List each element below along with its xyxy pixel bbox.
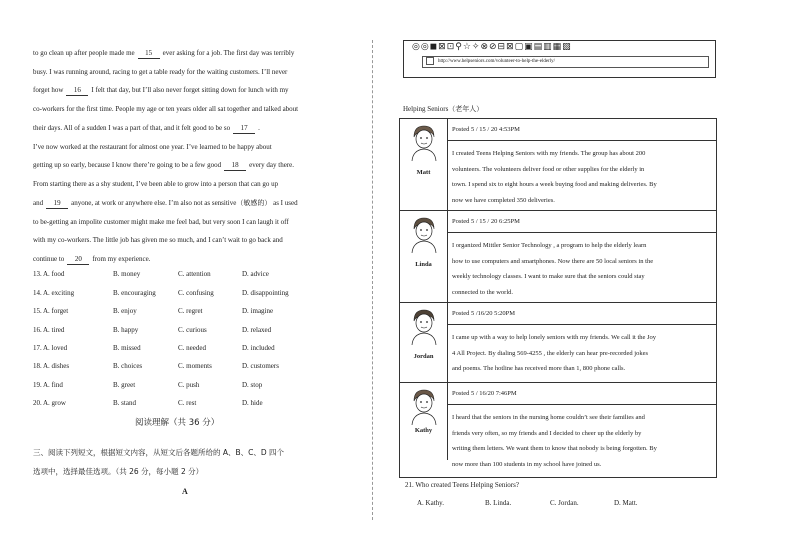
passage-text-segment: co-workers for the first time. People my age or ten years older all sat together and talked about <box>33 105 299 113</box>
avatar-icon <box>408 215 440 253</box>
q21-option-b: B. Linda. <box>485 499 512 507</box>
poster-name: Kathy <box>414 427 433 434</box>
option-row <box>33 326 339 335</box>
post-text-line: writing them letters. We want them to know that nobody is being forgotten. By <box>452 445 657 452</box>
passage-text-segment: anyone, at work or anywhere else. I’m also not as sensitive（敏感的） as I used <box>71 199 298 207</box>
reading-heading: 阅读理解（共 36 分） <box>135 418 220 428</box>
post-text-line: friends very often, so my friends and I decided to cheer up the elderly by <box>452 429 642 437</box>
post-text-line: I organized Mittler Senior Technology , a program to help the elderly learn <box>452 242 647 249</box>
option-row <box>33 307 339 316</box>
option-a: A. grow <box>43 399 66 407</box>
posted-header <box>447 119 716 141</box>
post-text-line: now we have completed 350 deliveries. <box>452 196 555 204</box>
posted-timestamp: Posted 5 / 15 / 20 6:25PM <box>452 218 520 225</box>
question-21: 21. Who created Teens Helping Seniors? <box>405 481 519 489</box>
q21-option-a: A. Kathy. <box>417 499 444 507</box>
browser-toolbar-icons: ◎◎◼⊠⊡⚲☆✧⊗⊘⊟⊠▢▣▤▥▦▧ <box>412 42 572 52</box>
option-d: D. relaxed <box>242 326 272 334</box>
posted-timestamp: Posted 5 /16/20 5:20PM <box>452 310 516 317</box>
posted-timestamp: Posted 5 / 15 / 20 4:53PM <box>452 126 520 133</box>
avatar-icon <box>408 387 440 425</box>
section-label: Helping Seniors（老年人） <box>403 105 484 113</box>
option-a: A. tired <box>43 326 65 334</box>
option-d: D. disappointing <box>242 289 289 297</box>
passage-line <box>33 255 339 265</box>
option-d: D. stop <box>242 381 263 389</box>
blank-number: 18 <box>224 161 246 171</box>
passage-text-segment: forget how <box>33 86 64 94</box>
passage-text-segment: and <box>33 199 44 207</box>
post-text-line: I came up with a way to help lonely seniors with my friends. We call it the Joy <box>452 334 657 341</box>
question-number: 18. <box>33 362 42 370</box>
posts-table <box>399 118 717 478</box>
option-row <box>33 381 339 390</box>
post-row <box>400 119 716 211</box>
passage-text-segment: their days. All of a sudden I was a part of that, and it felt good to be so <box>33 124 231 132</box>
post-text-line: volunteers. The volunteers deliver food or other supplies for the elderly in <box>452 165 645 173</box>
passage-line <box>33 68 339 77</box>
option-d: D. hide <box>242 399 263 407</box>
passage-line <box>33 236 339 245</box>
passage-line <box>33 161 339 171</box>
option-d: D. advice <box>242 270 269 278</box>
option-b: B. choices <box>113 362 143 370</box>
section3-instructions-line1: 三、阅读下列短文，根据短文内容，从短文后各题所给的 A、B、C、D 四个 <box>33 448 285 457</box>
question-number: 16. <box>33 326 42 334</box>
passage-text-segment: continue to <box>33 255 65 263</box>
section3-instructions-line2: 选项中，选择最佳选项。（共 26 分，每小题 2 分） <box>33 467 204 476</box>
option-b: B. stand <box>113 399 136 407</box>
avatar-icon <box>408 307 440 345</box>
browser-window <box>403 40 716 78</box>
option-c: C. regret <box>178 307 203 315</box>
option-b: B. encouraging <box>113 289 156 297</box>
passage-text-segment: getting up so early, because I know there’re going to be a few good <box>33 161 222 169</box>
address-url: http://www.helpseniors.com/volunteer-to-help-the-elderly/ <box>438 59 556 65</box>
option-a: A. loved <box>43 344 68 352</box>
post-text-line: I heard that the seniors in the nursing home couldn’t see their families and <box>452 414 645 421</box>
avatar-cell <box>400 211 448 302</box>
passage-line <box>33 124 339 134</box>
option-c: C. curious <box>178 326 207 334</box>
option-a: A. find <box>43 381 63 389</box>
passage-text-segment: with my co-workers. The little job has given me so much, and I can’t wait to go back and <box>33 236 283 244</box>
option-a: A. forget <box>43 307 69 315</box>
option-c: C. rest <box>178 399 197 407</box>
address-bar <box>422 56 709 68</box>
question-number: 17. <box>33 344 42 352</box>
post-text-line: I created Teens Helping Seniors with my friends. The group has about 200 <box>452 150 646 157</box>
option-a: A. exciting <box>43 289 75 297</box>
post-text-line: and poems. The hotline has received more than 1, 800 phone calls. <box>452 365 626 372</box>
option-row <box>33 362 339 371</box>
post-row <box>400 303 716 383</box>
passage-text-segment: from my experience. <box>92 255 151 263</box>
q21-option-d: D. Matt. <box>614 499 638 507</box>
blank-number: 17 <box>233 124 255 134</box>
option-row <box>33 289 339 298</box>
question-number: 15. <box>33 307 42 315</box>
option-row <box>33 270 339 279</box>
blank-number: 16 <box>66 86 88 96</box>
posted-header <box>447 383 716 405</box>
passage-text-segment: I felt that day, but I’ll also never forget sitting down for lunch with my <box>91 86 289 94</box>
passage-line <box>33 86 339 96</box>
option-c: C. push <box>178 381 200 389</box>
avatar-cell <box>400 383 448 460</box>
blank-number: 15 <box>138 49 160 59</box>
question-number: 20. <box>33 399 42 407</box>
post-text-line: 4 All Project. By dialing 569-4255 , the elderly can hear pre-recorded jokes <box>452 349 649 357</box>
option-b: B. money <box>113 270 141 278</box>
poster-name: Matt <box>416 169 431 176</box>
passage-text-segment: . <box>258 124 260 132</box>
posted-header <box>447 303 716 325</box>
poster-name: Linda <box>415 261 432 268</box>
passage-line <box>33 143 339 152</box>
option-b: B. greet <box>113 381 136 389</box>
post-text-line: how to use computers and smartphones. Now there are 50 local seniors in the <box>452 257 654 265</box>
question-number: 19. <box>33 381 42 389</box>
option-row <box>33 344 339 353</box>
passage-text-segment: every day there. <box>249 161 295 169</box>
passage-line <box>33 199 339 209</box>
option-d: D. imagine <box>242 307 274 315</box>
option-c: C. confusing <box>178 289 214 297</box>
option-b: B. happy <box>113 326 139 334</box>
passage-letter: A <box>182 487 188 496</box>
avatar-cell <box>400 119 448 210</box>
post-row <box>400 383 716 468</box>
posted-header <box>447 211 716 233</box>
passage-line <box>33 105 339 114</box>
post-row <box>400 211 716 303</box>
q21-option-c: C. Jordan. <box>550 499 579 507</box>
passage-text-segment: to go clean up after people made me <box>33 49 135 57</box>
option-c: C. needed <box>178 344 206 352</box>
passage-text-segment: ever asking for a job. The first day was terribly <box>162 49 295 57</box>
column-divider <box>372 40 373 520</box>
question-number: 14. <box>33 289 42 297</box>
posted-timestamp: Posted 5 / 16/20 7:46PM <box>452 390 517 397</box>
post-text-line: connected to the world. <box>452 288 514 296</box>
post-text-line: now more than 100 students in my school have joined us. <box>452 460 602 468</box>
poster-name: Jordan <box>413 353 434 360</box>
post-text-line: weekly technology classes. I want to make sure that the seniors could stay <box>452 273 645 280</box>
passage-line <box>33 49 339 59</box>
passage-text-segment: I’ve now worked at the restaurant for almost one year. I’ve learned to be happy about <box>33 143 272 151</box>
option-a: A. food <box>43 270 65 278</box>
avatar-icon <box>408 123 440 161</box>
passage-line <box>33 218 339 227</box>
option-c: C. attention <box>178 270 211 278</box>
passage-text-segment: From starting there as a shy student, I’ve been able to grow into a person that can go up <box>33 180 279 188</box>
passage-text-segment: to be-getting an impolite customer might make me feel bad, but very soon I can laugh it off <box>33 218 289 226</box>
blank-number: 20 <box>67 255 89 265</box>
post-text-line: town. I spend six to eight hours a week buying food and making deliveries. By <box>452 181 657 188</box>
option-b: B. enjoy <box>113 307 137 315</box>
option-d: D. included <box>242 344 275 352</box>
option-row <box>33 399 339 408</box>
option-c: C. moments <box>178 362 212 370</box>
option-d: D. customers <box>242 362 279 370</box>
option-b: B. missed <box>113 344 141 352</box>
avatar-cell <box>400 303 448 382</box>
page-icon <box>426 57 434 65</box>
option-a: A. dishes <box>43 362 70 370</box>
passage-text-segment: busy. I was running around, racing to get a table ready for the waiting customers. I’ll never <box>33 68 288 76</box>
blank-number: 19 <box>46 199 68 209</box>
passage-line <box>33 180 339 189</box>
question-number: 13. <box>33 270 42 278</box>
